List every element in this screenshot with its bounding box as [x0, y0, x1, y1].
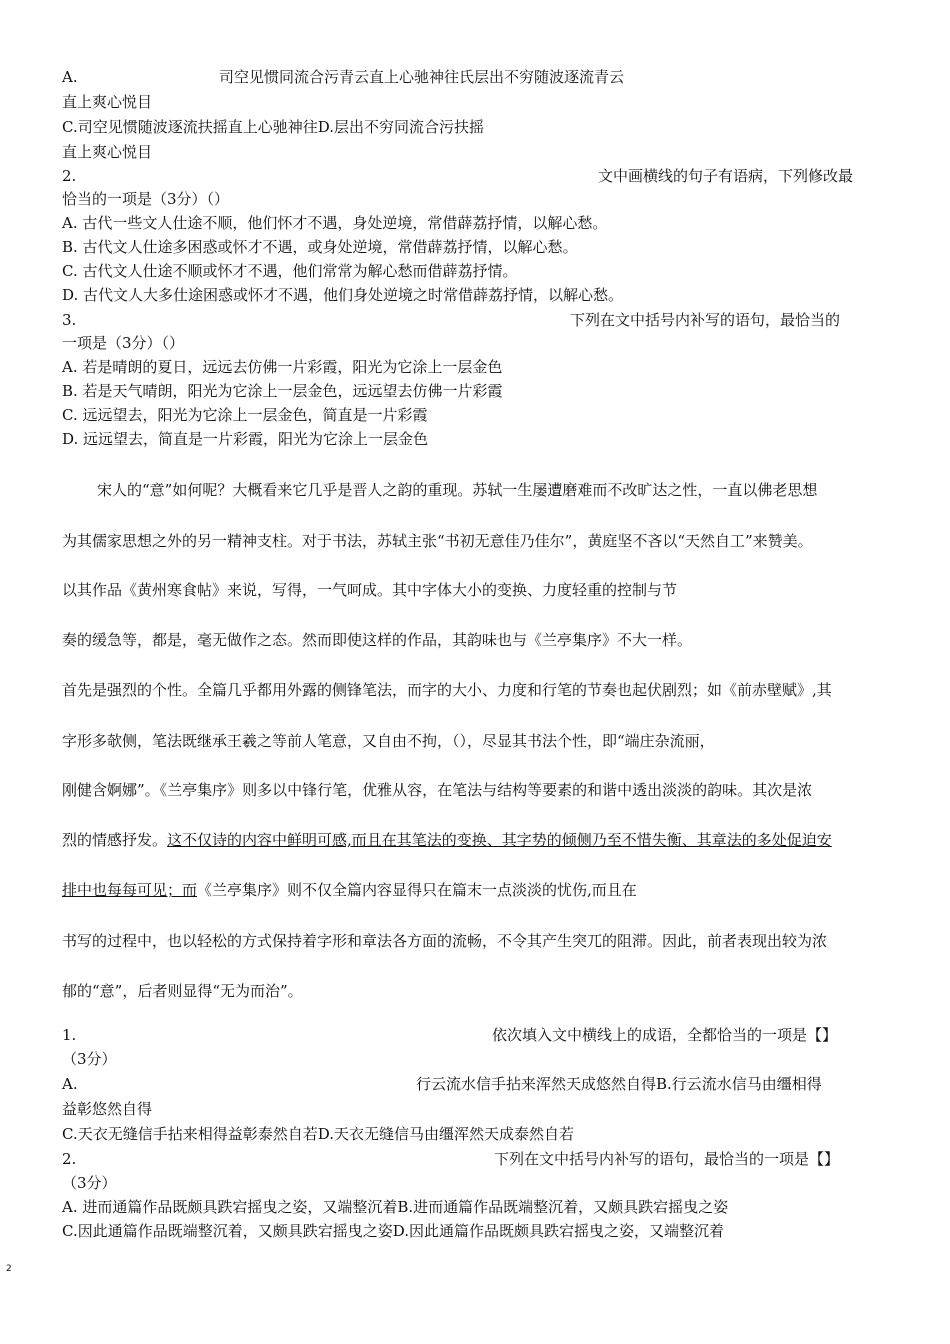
- question-number: 1.: [62, 1026, 77, 1044]
- passage-line: [62, 880, 637, 900]
- question-stem-cont: 一项是（3分）（）: [62, 334, 185, 352]
- option-line: 直上爽心悦目: [62, 93, 153, 111]
- option-b: B. 若是天气晴朗，阳光为它涂上一层金色，远远望去仿佛一片彩霞: [62, 382, 503, 400]
- passage-line: 首先是强烈的个性。全篇几乎都用外露的侧锋笔法，而字的大小、力度和行笔的节奏也起伏剧烈；如《前赤壁赋》,其: [62, 681, 832, 699]
- question-score: （3分）: [62, 1174, 117, 1192]
- option-d: D. 远远望去，简直是一片彩霞，阳光为它涂上一层金色: [62, 430, 429, 448]
- option-b: B. 古代文人仕途多困惑或怀才不遇，或身处逆境，常借薜荔抒情，以解心愁。: [62, 238, 578, 256]
- option-a: A. 若是晴朗的夏日，远远去仿佛一片彩霞，阳光为它涂上一层金色: [62, 358, 503, 376]
- option-line: 益彰悠然自得: [62, 1100, 153, 1118]
- option-line: C.司空见惯随波逐流扶摇直上心驰神往D.层出不穷同流合污扶摇: [62, 118, 484, 136]
- underlined-sentence: 这不仅诗的内容中鲜明可感,而且在其笔法的变换、其字势的倾侧乃至不惜失衡、其章法的多处促迫安: [167, 831, 832, 849]
- passage-line: [62, 830, 832, 850]
- passage-line: 奏的缓急等，都是，毫无做作之态。然而即使这样的作品，其韵味也与《兰亭集序》不大一样。: [62, 631, 693, 649]
- option-c: C. 古代文人仕途不顺或怀才不遇，他们常常为解心愁而借薜荔抒情。: [62, 262, 518, 280]
- passage-line: 书写的过程中，也以轻松的方式保持着字形和章法各方面的流畅，不令其产生突兀的阻滞。因此，前者表现出较为浓: [62, 932, 828, 950]
- question-stem: 文中画横线的句子有语病，下列修改最: [598, 167, 854, 185]
- question-stem: 下列在文中括号内补写的语句，最恰当的一项是【】: [494, 1150, 840, 1168]
- option-line: 直上爽心悦目: [62, 143, 153, 161]
- passage-text: 《兰亭集序》则不仅全篇内容显得只在篇末一点淡淡的忧伤,而且在: [197, 881, 637, 899]
- passage-text: 烈的情感抒发。: [62, 831, 168, 849]
- option-ab: 行云流水信手拈来浑然天成悠然自得B.行云流水信马由缰相得: [416, 1075, 822, 1093]
- question-stem-cont: 恰当的一项是（3分）（）: [62, 190, 230, 208]
- option-a: A. 古代一些文人仕途不顺，他们怀才不遇，身处逆境，常借薜荔抒情，以解心愁。: [62, 214, 608, 232]
- passage-line: 宋人的“意”如何呢？大概看来它几乎是晋人之韵的重现。苏轼一生屡遭磨难而不改旷达之性，一直以佛老思想: [97, 481, 818, 499]
- passage-line: 字形多欹侧，笔法既继承王羲之等前人笔意，又自由不拘，（），尽显其书法个性，即“端庄杂流丽，: [62, 732, 715, 750]
- question-stem: 依次填入文中横线上的成语，全都恰当的一项是【】: [492, 1026, 838, 1044]
- passage-line: 刚健含婀娜”。《兰亭集序》则多以中锋行笔，优雅从容，在笔法与结构等要素的和谐中透出淡淡的韵味。其次是浓: [62, 781, 813, 799]
- page-number: 2: [6, 1264, 12, 1274]
- option-c: C. 远远望去，阳光为它涂上一层金色，简直是一片彩霞: [62, 406, 428, 424]
- passage-line: 郁的“意”，后者则显得“无为而治”。: [62, 982, 303, 1000]
- question-score: （3分）: [62, 1050, 117, 1068]
- passage-line: 以其作品《黄州寒食帖》来说，写得，一气呵成。其中字体大小的变换、力度轻重的控制与节: [62, 581, 678, 599]
- question-number: 2.: [62, 167, 77, 185]
- option-d: D. 古代文人大多仕途困惑或怀才不遇，他们身处逆境之时常借薜荔抒情，以解心愁。: [62, 286, 624, 304]
- option-a-number: A.: [62, 1075, 78, 1093]
- passage-line: 为其儒家思想之外的另一精神支柱。对于书法，苏轼主张“书初无意佳乃佳尔”，黄庭坚不吝以“天然自工”来赞美。: [62, 532, 813, 550]
- option-a-number: A.: [62, 68, 78, 86]
- question-stem: 下列在文中括号内补写的语句，最恰当的: [570, 311, 841, 329]
- option-ab: A. 进而通篇作品既颇具跌宕摇曳之姿，又端整沉着B.进而通篇作品既端整沉着，又颇具跌宕摇曳之姿: [62, 1198, 729, 1216]
- underlined-sentence: 排中也每每可见；而: [62, 881, 198, 899]
- option-cd: C.天衣无缝信手拈来相得益彰泰然自若D.天衣无缝信马由缰浑然天成泰然自若: [62, 1125, 574, 1143]
- question-number: 3.: [62, 311, 77, 329]
- option-cd: C.因此通篇作品既端整沉着，又颇具跌宕摇曳之姿D.因此通篇作品既颇具跌宕摇曳之姿，又端整沉着: [62, 1222, 724, 1240]
- question-number: 2.: [62, 1150, 77, 1168]
- option-a-text: 司空见惯同流合污青云直上心驰神往氏层出不穷随波逐流青云: [219, 68, 625, 86]
